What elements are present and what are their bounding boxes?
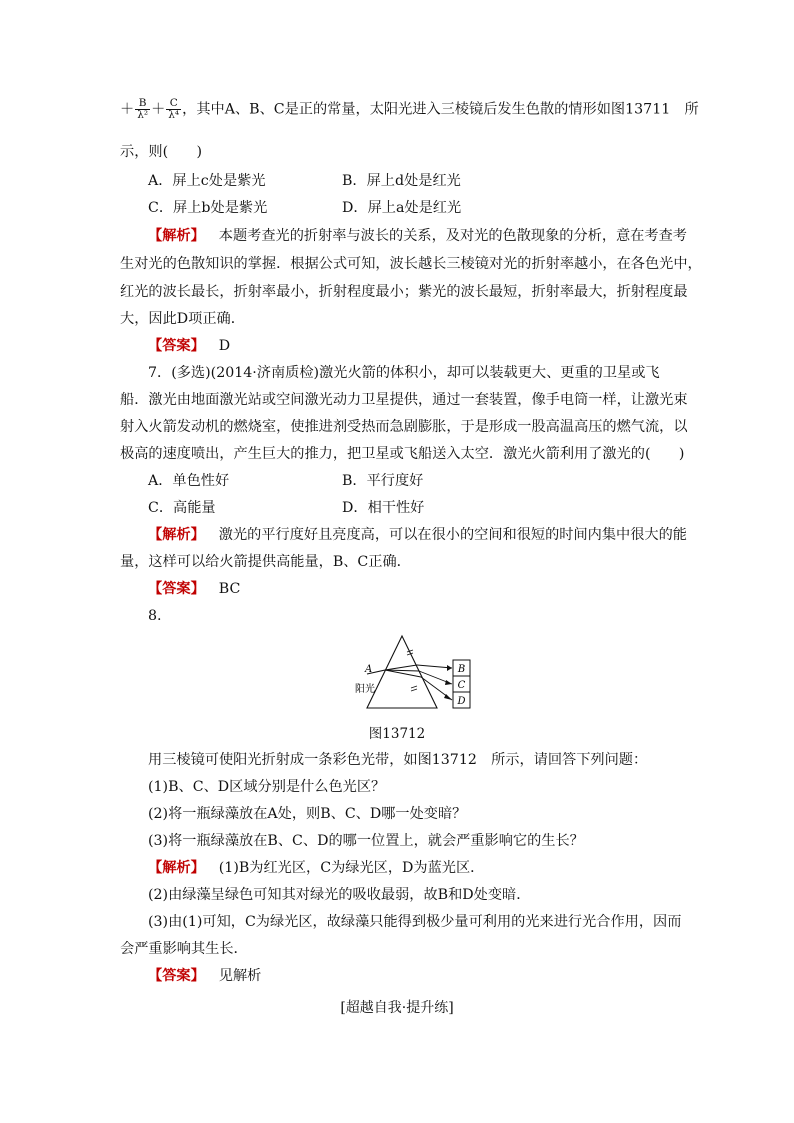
- q6-analysis-line1: [148, 226, 708, 246]
- q8-sub-question-3: (3)将一瓶绿藻放在B、C、D的哪一位置上，就会严重影响它的生长？: [148, 833, 584, 849]
- q7-analysis-line2: 量，这样可以给火箭提供高能量，B、C正确．: [120, 554, 411, 570]
- q7-stem-line2: 船．激光由地面激光站或空间激光动力卫星提供，通过一套装置，像手电筒一样，让激光束: [120, 392, 688, 408]
- q6-formula-line: [120, 97, 699, 121]
- screen-label-b: B: [457, 664, 466, 675]
- q8-answer: 见解析: [218, 968, 262, 984]
- plus-sign: ＋: [120, 101, 135, 118]
- q8-stem: 用三棱镜可使阳光折射成一条彩色光带，如图13712 所示，请回答下列问题：: [148, 752, 648, 768]
- point-label-a: A: [365, 664, 373, 675]
- q6-option-d: D．屏上a处是红光: [342, 200, 462, 216]
- q8-analysis-line4: 会严重影响其生长．: [120, 941, 248, 957]
- q6-option-b: B．屏上d处是红光: [342, 173, 461, 189]
- screen-label-d: D: [457, 696, 466, 707]
- q8-number: 8.: [148, 608, 162, 624]
- q6-options-row1: [148, 171, 708, 191]
- q6-analysis-text: 本题考查光的折射率与波长的关系，及对光的色散现象的分析，意在考查考: [218, 228, 687, 244]
- answer-tag: 【答案】: [148, 338, 205, 354]
- refracted-ray: [417, 665, 452, 668]
- q6-stem-line2: 示，则( ): [120, 144, 203, 160]
- q7-stem-line3: 射入火箭发动机的燃烧室，使推进剂受热而急剧膨胀，于是形成一股高温高压的燃气流，以: [120, 419, 688, 435]
- q7-answer: BC: [218, 581, 241, 597]
- q7-analysis-text: 激光的平行度好且亮度高，可以在很小的空间和很短的时间内集中很大的能: [218, 527, 687, 543]
- q7-analysis-line1: [148, 525, 708, 545]
- q7-stem-line4: 极高的速度喷出，产生巨大的推力，把卫星或飞船送入太空．激光火箭利用了激光的( ): [120, 446, 685, 462]
- q6-analysis-line2: 生对光的色散知识的掌握．根据公式可知，波长越长三棱镜对光的折射率越小，在各色光中，: [120, 256, 702, 272]
- fraction-c-over-lambda4: $\frac{C}{\text{λ⁴}}$: [168, 97, 180, 121]
- q8-answer-line: [148, 966, 708, 986]
- q6-analysis-line4: 大，因此D项正确．: [120, 311, 245, 327]
- q8-analysis-line3: (3)由(1)可知，C为绿光区，故绿藻只能得到极少量可利用的光来进行光合作用，因而: [148, 914, 682, 930]
- q6-stem-text: ，其中A、B、C是正的常量，太阳光进入三棱镜后发生色散的情形如图13711 所: [182, 101, 699, 118]
- q7-options-row1: [148, 471, 708, 491]
- q6-option-a: A．屏上c处是紫光: [148, 173, 266, 189]
- q7-stem-line1: 7．(多选)(2014·济南质检)激光火箭的体积小，却可以装载更大、更重的卫星或飞: [148, 365, 660, 381]
- analysis-tag: 【解析】: [148, 860, 205, 876]
- answer-tag: 【答案】: [148, 968, 205, 984]
- q8-sub-question-2: (2)将一瓶绿藻放在A处，则B、C、D哪一处变暗？: [148, 806, 467, 822]
- q6-analysis-line3: 红光的波长最长，折射率最小，折射程度最小；紫光的波长最短，折射率最大，折射程度最: [120, 284, 688, 300]
- q8-analysis-text: (1)B为红光区，C为绿光区，D为蓝光区．: [218, 860, 485, 876]
- screen-label-c: C: [457, 680, 466, 691]
- fraction-b-over-lambda2: $\frac{B}{\text{λ²}}$: [137, 97, 149, 121]
- q6-option-c: C．屏上b处是紫光: [148, 200, 268, 216]
- q7-options-row2: [148, 498, 708, 518]
- section-footer: [超越自我·提升练]: [340, 1000, 454, 1016]
- q6-answer-line: [148, 336, 708, 356]
- q7-option-a: A．单色性好: [148, 473, 230, 489]
- q8-analysis-line1: [148, 858, 708, 878]
- q7-answer-line: [148, 579, 708, 599]
- analysis-tag: 【解析】: [148, 527, 205, 543]
- q8-analysis-line2: (2)由绿藻呈绿色可知其对绿光的吸收最弱，故B和D处变暗．: [148, 887, 531, 903]
- q6-options-row2: [148, 198, 708, 218]
- q7-option-d: D．相干性好: [342, 500, 425, 516]
- q8-sub-question-1: (1)B、C、D区域分别是什么色光区？: [148, 779, 386, 795]
- prism-figure: [355, 632, 475, 712]
- q7-option-b: B．平行度好: [342, 473, 424, 489]
- analysis-tag: 【解析】: [148, 228, 205, 244]
- q6-answer: D: [218, 338, 231, 354]
- sunlight-label: 阳光: [355, 684, 375, 695]
- figure-caption: 图13712: [368, 726, 426, 742]
- q7-option-c: C．高能量: [148, 500, 216, 516]
- plus-sign: ＋: [151, 101, 166, 118]
- answer-tag: 【答案】: [148, 581, 205, 597]
